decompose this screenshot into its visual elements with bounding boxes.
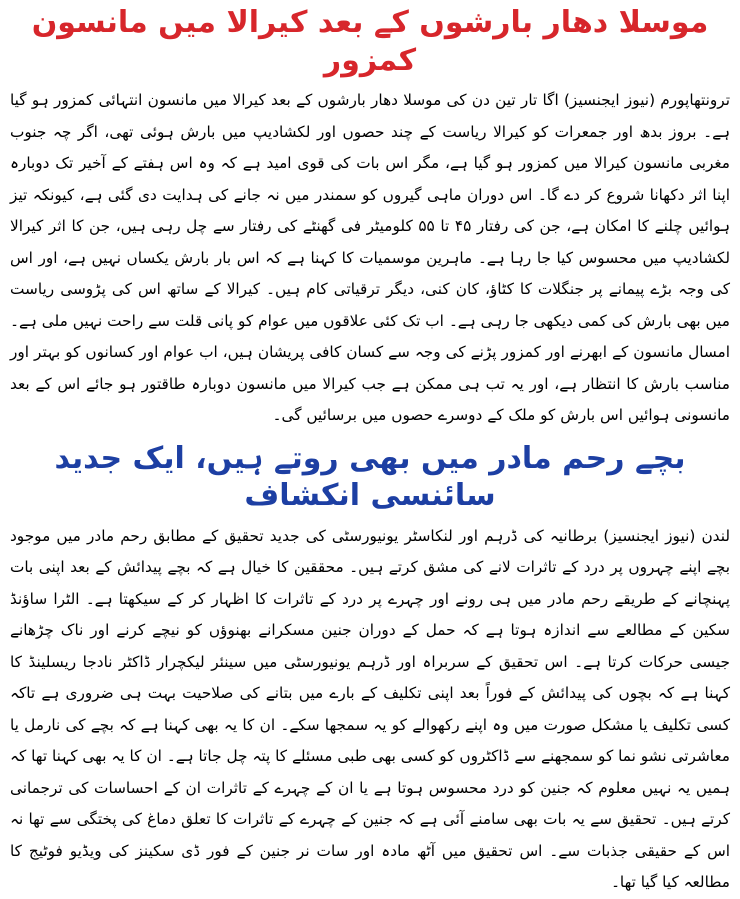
article-fetus-crying bbox=[10, 440, 730, 899]
article-2-headline: بچے رحم مادر میں بھی روتے ہیں، ایک جدید سائنسی انکشاف bbox=[54, 440, 686, 513]
article-1-headline: موسلا دھار بارشوں کے بعد کیرالا میں مانسون کمزور bbox=[31, 5, 709, 78]
article-monsoon-kerala bbox=[10, 4, 730, 432]
article-2-body: لندن (نیوز ایجنسیز) برطانیہ کی ڈرہم اور لنکاسٹر یونیورسٹی کی جدید تحقیق کے مطابق رحم مادر میں موجود بچے اپنے چہروں پر درد کے تاثرات لانے کی مشق کرتے ہیں۔ محققین کا خیال ہے کہ بچے پیدائش کے بعد اپنی بات پہنچانے کے طریقے رحم مادر میں ہی رونے اور چہرے پر درد کے تاثرات کا اظہار کر کے سیکھتا ہے۔ الٹرا ساؤنڈ سکین کے مطالعے سے اندازہ ہوتا ہے کہ حمل کے دوران جنین مسکرانے بھنوؤں کو نیچے کرنے اور ناک چڑھانے جیسی حرکات کرتا ہے۔ اس تحقیق کے سربراہ اور ڈرہم یونیورسٹی میں سینئر لیکچرار ڈاکٹر نادجا ریسلینڈ کا کہنا ہے کہ بچوں کی پیدائش کے فوراً بعد اپنی تکلیف کے بارے میں بتانے کی صلاحیت بہت ہی ضروری ہے تاکہ کسی تکلیف یا مشکل صورت میں وہ اپنے رکھوالے کو یہ سمجھا سکے۔ ان کا یہ بھی کہنا ہے کہ بچے کی نارمل یا معاشرتی نشو نما کو سمجھنے سے ڈاکٹروں کو کسی بھی طبی مسئلے کا پتہ چل جاتا ہے۔ ان کا یہ بھی کہنا تھا کہ ہمیں یہ نہیں معلوم کہ جنین کو درد محسوس ہوتا ہے یا ان کے چہرے کے تاثرات ان کے احساسات کی ترجمانی کرتے ہیں۔ تحقیق سے یہ بات بھی سامنے آئی ہے کہ جنین کے چہرے کے تاثرات کا تعلق دماغ کی پختگی سے تھا نہ اس کے حقیقی جذبات سے۔ اس تحقیق میں آٹھ مادہ اور سات نر جنین کے فور ڈی سکینز کی ویڈیو فوٹیج کا مطالعہ کیا گیا تھا۔ bbox=[10, 526, 730, 891]
article-1-body: ترونتھاپورم (نیوز ایجنسیز) اگا تار تین دن کی موسلا دھار بارشوں کے بعد کیرالا میں مانسون انتہائی کمزور ہو گیا ہے۔ بروز بدھ اور جمعرات کو کیرالا ریاست کے چند حصوں اور لکشادیپ میں بارش ہوئی تھی، اگر چہ جنوب مغربی مانسون کیرالا میں کمزور ہو گیا ہے، مگر اس بات کی قوی امید ہے کہ وہ اس ہفتے کے آخیر تک دوبارہ اپنا اثر دکھانا شروع کر دے گا۔ اس دوران ماہی گیروں کو سمندر میں نہ جانے کی ہدایت دی گئی ہے، کیونکہ تیز ہوائیں چلنے کا امکان ہے، جن کی رفتار ۴۵ تا ۵۵ کلومیٹر فی گھنٹے کی رفتار سے چل رہی ہیں، جن کا اثر کیرالا لکشادیپ میں محسوس کیا جا رہا ہے۔ ماہرین موسمیات کا کہنا ہے کہ اس بار بارش یکساں نہیں ہے، اور اس کی وجہ بڑے پیمانے پر جنگلات کا کٹاؤ، کان کنی، دیگر ترقیاتی کام ہیں۔ کیرالا کے ساتھ اس کی پڑوسی ریاست میں بھی بارش کی کمی دیکھی جا رہی ہے۔ اب تک کئی علاقوں میں عوام کو پانی قلت سے راحت نہیں ملی ہے۔ امسال مانسون کے ابھرنے اور کمزور پڑنے کی وجہ سے کسان کافی پریشان ہیں، اب عوام اور کسانوں کو بہتر اور مناسب بارش کا انتظار ہے، اور یہ تب ہی ممکن ہے جب کیرالا میں مانسون دوبارہ طاقتور ہو جائے اس کے بعد مانسونی ہوائیں اس بارش کو ملک کے دوسرے حصوں میں برسائیں گی۔ bbox=[10, 91, 730, 424]
